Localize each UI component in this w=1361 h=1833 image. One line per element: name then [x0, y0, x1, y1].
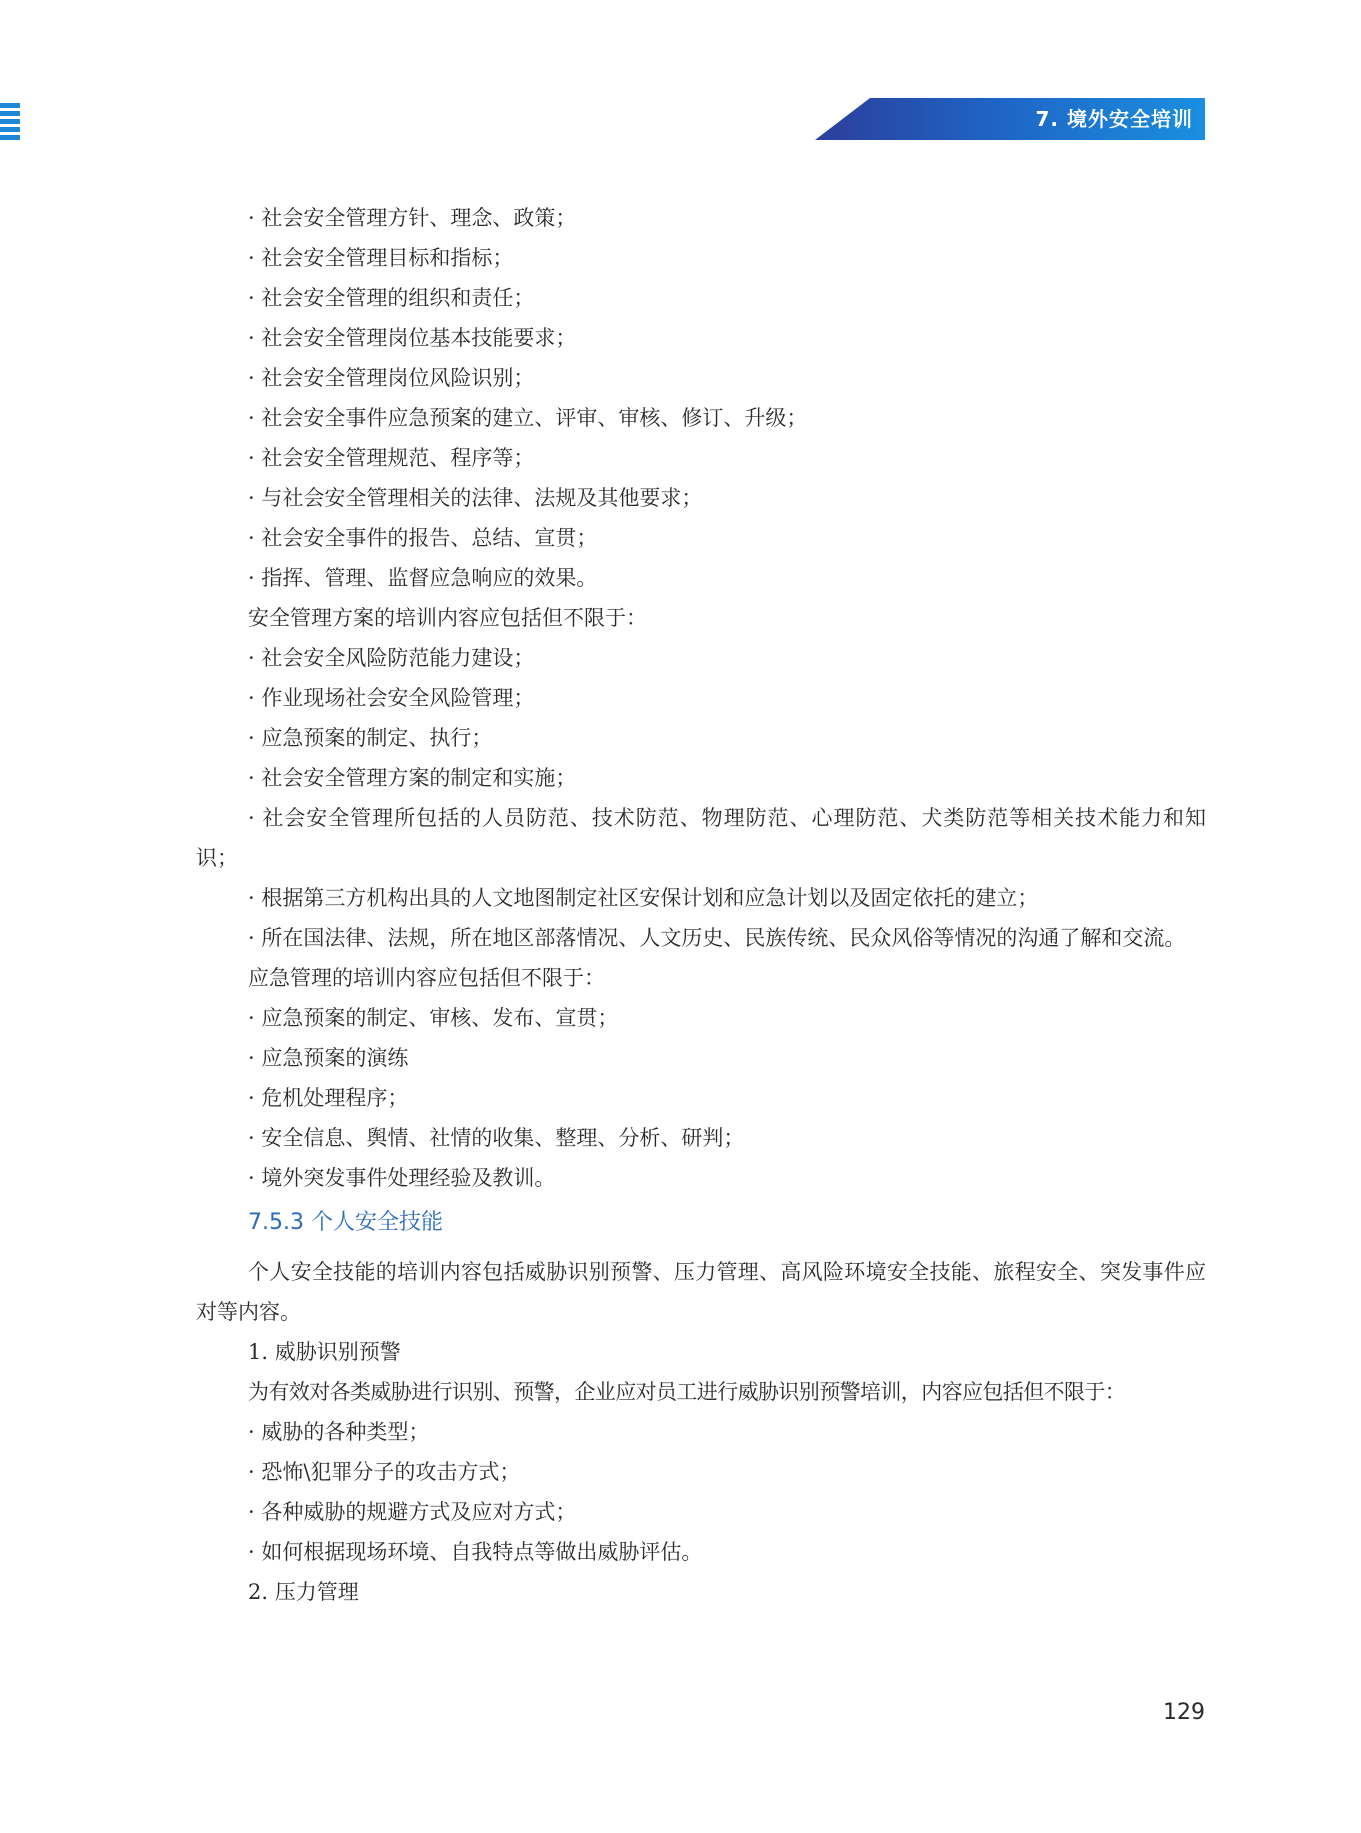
list-item: · 安全信息、舆情、社情的收集、整理、分析、研判；	[248, 1126, 745, 1150]
section-heading: 7.5.3 个人安全技能	[248, 1210, 443, 1235]
list-item: · 社会安全管理方案的制定和实施；	[248, 766, 577, 790]
list-item: · 社会安全事件的报告、总结、宣贯；	[248, 526, 598, 550]
paragraph-intro: 为有效对各类威胁进行识别、预警，企业应对员工进行威胁识别预警培训，内容应包括但不限于：	[248, 1380, 1126, 1404]
side-stripes-decoration	[0, 103, 20, 143]
list-item: · 社会安全管理岗位风险识别；	[248, 366, 535, 390]
chapter-title: 7. 境外安全培训	[1035, 107, 1193, 131]
paragraph-intro: 安全管理方案的培训内容应包括但不限于：	[248, 606, 647, 630]
list-item: · 社会安全管理目标和指标；	[248, 246, 514, 270]
list-item: · 社会安全管理岗位基本技能要求；	[248, 326, 577, 350]
list-item: · 应急预案的制定、执行；	[248, 726, 493, 750]
list-item: · 应急预案的制定、审核、发布、宣贯；	[248, 1006, 619, 1030]
section-paragraph: 个人安全技能的培训内容包括威胁识别预警、压力管理、高风险环境安全技能、旅程安全、突发事件应对等内容。	[196, 1260, 1206, 1324]
list-item: · 危机处理程序；	[248, 1086, 409, 1110]
list-item: · 各种威胁的规避方式及应对方式；	[248, 1500, 577, 1524]
list-paragraph: · 根据第三方机构出具的人文地图制定社区安保计划和应急计划以及固定依托的建立；	[248, 886, 1039, 910]
stripe	[0, 119, 20, 124]
page-number: 129	[1163, 1700, 1205, 1725]
subsection-title: 1. 威胁识别预警	[248, 1340, 401, 1364]
list-item: · 社会安全事件应急预案的建立、评审、审核、修订、升级；	[248, 406, 808, 430]
list-item: · 威胁的各种类型；	[248, 1420, 430, 1444]
list-item: · 社会安全管理规范、程序等；	[248, 446, 535, 470]
stripe	[0, 111, 20, 116]
list-paragraph: · 社会安全管理所包括的人员防范、技术防范、物理防范、心理防范、犬类防范等相关技术能力和知识；	[196, 806, 1206, 870]
list-paragraph: · 所在国法律、法规，所在地区部落情况、人文历史、民族传统、民众风俗等情况的沟通了解和交流。	[248, 926, 1186, 950]
list-item: · 如何根据现场环境、自我特点等做出威胁评估。	[248, 1540, 703, 1564]
list-item: · 应急预案的演练	[248, 1046, 409, 1070]
stripe	[0, 103, 20, 108]
list-item: · 社会安全管理的组织和责任；	[248, 286, 535, 310]
stripe	[0, 135, 20, 140]
list-item: · 社会安全风险防范能力建设；	[248, 646, 535, 670]
list-item: · 与社会安全管理相关的法律、法规及其他要求；	[248, 486, 703, 510]
stripe	[0, 127, 20, 132]
list-item: · 境外突发事件处理经验及教训。	[248, 1166, 556, 1190]
list-item: · 作业现场社会安全风险管理；	[248, 686, 535, 710]
paragraph-intro: 应急管理的培训内容应包括但不限于：	[248, 966, 605, 990]
subsection-title: 2. 压力管理	[248, 1580, 359, 1604]
list-item: · 社会安全管理方针、理念、政策；	[248, 206, 577, 230]
list-item: · 恐怖\犯罪分子的攻击方式；	[248, 1460, 521, 1484]
chapter-banner	[815, 98, 1205, 140]
page-content	[196, 198, 1206, 1612]
list-item: · 指挥、管理、监督应急响应的效果。	[248, 566, 598, 590]
